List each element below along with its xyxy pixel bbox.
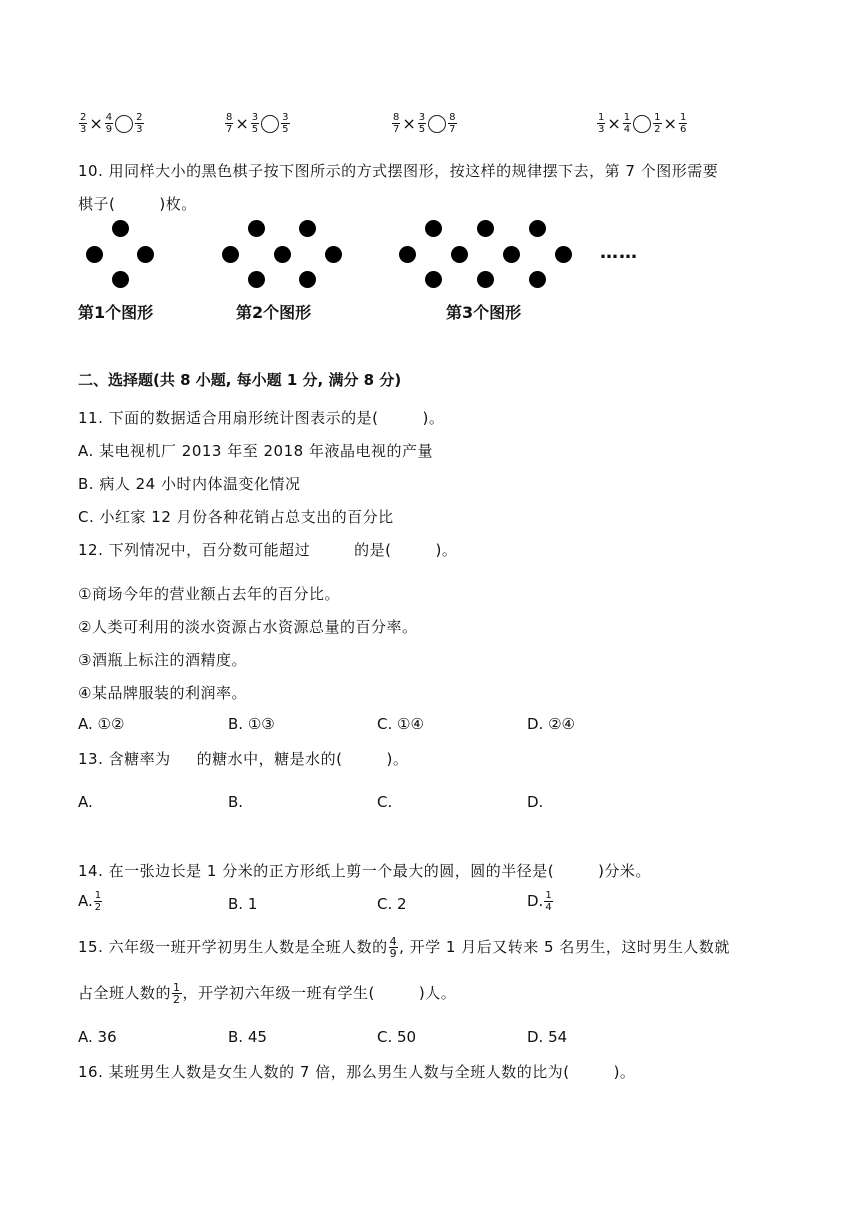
chess-piece [529, 220, 546, 237]
q13-option-c[interactable]: C. [377, 793, 393, 811]
chess-piece [477, 220, 494, 237]
q14-stem: 14. 在一张边长是 1 分米的正方形纸上剪一个最大的圆，圆的半径是( )分米。 [78, 862, 651, 880]
chess-piece [503, 246, 520, 263]
q12-option-c[interactable]: C. ①④ [377, 715, 424, 733]
q10-line1: 10. 用同样大小的黑色棋子按下图所示的方式摆图形，按这样的规律摆下去，第 7 个图形需要 [78, 162, 719, 180]
q13-stem: 13. 含糖率为 的糖水中，糖是水的( )。 [78, 750, 409, 768]
q15-stem-line1: 15. 六年级一班开学初男生人数是全班人数的 $\frac{4}{9}$ , 开学 1 月后又转来 5 名男生，这时男生人数就 [78, 935, 730, 960]
chess-piece [248, 220, 265, 237]
q15-stem-line2: 占全班人数的 $\frac{1}{2}$ ，开学初六年级一班有学生( )人。 [78, 981, 457, 1006]
figure-3-label: 第3个图形 [446, 303, 522, 322]
compare-row [78, 112, 145, 135]
q15-option-d[interactable]: D. 54 [527, 1028, 568, 1046]
compare-item-3: $\frac{8}{7}$ × $\frac{3}{5}$ $\frac{8}{7}$ [393, 112, 456, 135]
chess-piece [299, 271, 316, 288]
q14-option-b[interactable]: B. 1 [228, 895, 258, 913]
q12-option-b[interactable]: B. ①③ [228, 715, 275, 733]
chess-piece [137, 246, 154, 263]
q12-stem: 12. 下列情况中，百分数可能超过 的是( )。 [78, 541, 458, 559]
chess-piece [425, 220, 442, 237]
chess-piece [477, 271, 494, 288]
chess-piece [399, 246, 416, 263]
pattern-ellipsis: …… [600, 242, 638, 263]
q11-option-b[interactable]: B. 病人 24 小时内体温变化情况 [78, 475, 301, 493]
chess-piece [86, 246, 103, 263]
compare-circle[interactable] [633, 115, 651, 133]
q15-option-b[interactable]: B. 45 [228, 1028, 267, 1046]
q12-item-4: ④某品牌服装的利润率。 [78, 684, 247, 702]
chess-piece [325, 246, 342, 263]
chess-piece [529, 271, 546, 288]
q13-option-d[interactable]: D. [527, 793, 544, 811]
compare-item-4: $\frac{1}{3}$ × $\frac{1}{4}$ $\frac{1}{2}$ × $\frac{1}{6}$ [598, 112, 687, 135]
q13-option-b[interactable]: B. [228, 793, 244, 811]
times-symbol: × [89, 114, 103, 133]
figure-1-label: 第1个图形 [78, 303, 154, 322]
chess-piece [555, 246, 572, 263]
section-2-title: 二、选择题(共 8 小题, 每小题 1 分, 满分 8 分) [78, 371, 402, 389]
chess-piece [274, 246, 291, 263]
q15-option-c[interactable]: C. 50 [377, 1028, 417, 1046]
q11-option-a[interactable]: A. 某电视机厂 2013 年至 2018 年液晶电视的产量 [78, 442, 433, 460]
figure-2-label: 第2个图形 [236, 303, 312, 322]
q11-stem: 11. 下面的数据适合用扇形统计图表示的是( )。 [78, 409, 445, 427]
q12-item-2: ②人类可利用的淡水资源占水资源总量的百分率。 [78, 618, 418, 636]
q14-option-c[interactable]: C. 2 [377, 895, 407, 913]
chess-piece [112, 271, 129, 288]
compare-circle[interactable] [115, 115, 133, 133]
q15-option-a[interactable]: A. 36 [78, 1028, 117, 1046]
q12-option-a[interactable]: A. ①② [78, 715, 125, 733]
compare-circle[interactable] [428, 115, 446, 133]
chess-piece [222, 246, 239, 263]
compare-circle[interactable] [261, 115, 279, 133]
q12-item-1: ①商场今年的营业额占去年的百分比。 [78, 585, 340, 603]
chess-piece [112, 220, 129, 237]
chess-piece [425, 271, 442, 288]
q13-option-a[interactable]: A. [78, 793, 93, 811]
q12-option-d[interactable]: D. ②④ [527, 715, 575, 733]
compare-item-1: $\frac{2}{3}$ × $\frac{4}{9}$ $\frac{2}{3}$ [80, 112, 143, 135]
q12-item-3: ③酒瓶上标注的酒精度。 [78, 651, 247, 669]
chess-piece [451, 246, 468, 263]
q10-line2: 棋子( )枚。 [78, 195, 197, 213]
q14-option-d[interactable]: D. $\frac{1}{4}$ [527, 890, 552, 913]
chess-piece [248, 271, 265, 288]
q11-option-c[interactable]: C. 小红家 12 月份各种花销占总支出的百分比 [78, 508, 394, 526]
q16-stem: 16. 某班男生人数是女生人数的 7 倍，那么男生人数与全班人数的比为( )。 [78, 1063, 636, 1081]
q14-option-a[interactable]: A. $\frac{1}{2}$ [78, 890, 102, 913]
compare-item-2: $\frac{8}{7}$ × $\frac{3}{5}$ $\frac{3}{5}$ [226, 112, 289, 135]
chess-piece [299, 220, 316, 237]
